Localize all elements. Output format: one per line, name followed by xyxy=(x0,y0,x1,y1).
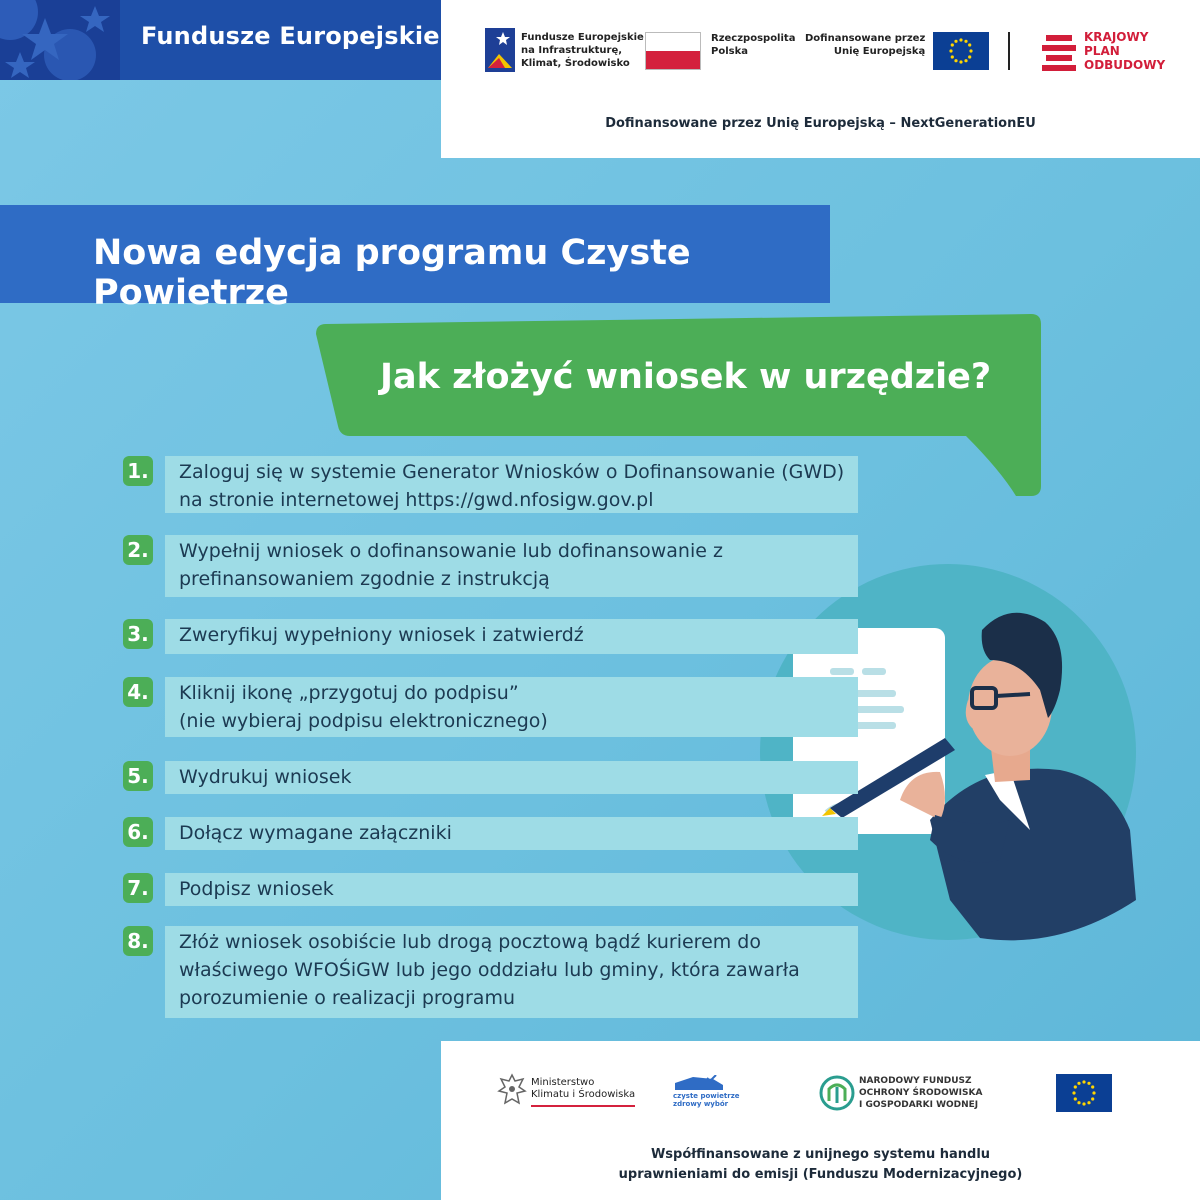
step-text xyxy=(179,928,846,1012)
step-2 xyxy=(123,535,858,597)
fe-infra-line-2: na Infrastrukturę, xyxy=(521,44,623,56)
cp-house-icon xyxy=(673,1075,725,1091)
step-text xyxy=(179,763,846,791)
step-line: (nie wybieraj podpisu elektronicznego) xyxy=(179,710,548,732)
step-line: Dołącz wymagane załączniki xyxy=(179,822,452,844)
step-number: 2. xyxy=(123,535,153,565)
cp-line-2: zdrowy wybór xyxy=(673,1100,729,1108)
eu-line-1: Dofinansowane przez xyxy=(805,33,926,44)
step-number: 5. xyxy=(123,761,153,791)
nfos-line-3: I GOSPODARKI WODNEJ xyxy=(859,1100,979,1110)
step-line: Kliknij ikonę „przygotuj do podpisu” xyxy=(179,682,519,704)
step-line: na stronie internetowej https://gwd.nfosigw.gov.pl xyxy=(179,489,654,511)
page-title: Nowa edycja programu Czyste Powietrze xyxy=(93,233,691,313)
step-line: Wypełnij wniosek o dofinansowanie lub dofinansowanie z xyxy=(179,540,723,562)
step-text xyxy=(179,875,846,903)
fe-infra-line-1: Fundusze Europejskie xyxy=(521,31,644,43)
step-6 xyxy=(123,817,858,850)
step-text xyxy=(179,679,846,735)
footer-tagline-line-2: uprawnieniami do emisji (Funduszu Modernizacyjnego) xyxy=(618,1167,1023,1182)
step-line: właściwego WFOŚiGW lub jego oddziału lub gminy, która zawarła xyxy=(179,959,800,981)
kpo-line-1: KRAJOWY xyxy=(1084,30,1149,44)
step-5 xyxy=(123,761,858,794)
mkis-line-1: Ministerstwo xyxy=(531,1077,595,1088)
step-number: 7. xyxy=(123,873,153,903)
step-3 xyxy=(123,619,858,654)
step-text xyxy=(179,621,846,649)
nfos-line-2: OCHRONY ŚRODOWISKA xyxy=(859,1088,983,1098)
mkis-underline xyxy=(531,1105,635,1107)
step-number: 8. xyxy=(123,926,153,956)
step-number: 4. xyxy=(123,677,153,707)
rp-line-1: Rzeczpospolita xyxy=(711,33,796,44)
step-line: porozumienie o realizacji programu xyxy=(179,987,515,1009)
bottom-logo-strip xyxy=(441,1041,1200,1200)
footer-tagline-line-1: Współfinansowane z unijnego systemu handlu xyxy=(650,1147,991,1162)
step-text xyxy=(179,819,846,847)
fe-title: Fundusze Europejskie xyxy=(141,22,440,50)
cp-line-1: czyste powietrze xyxy=(673,1092,740,1100)
logo-mkis xyxy=(497,1073,635,1111)
fe-infra-line-3: Klimat, Środowisko xyxy=(521,57,630,69)
step-line: Złóż wniosek osobiście lub drogą pocztową bądź kurierem do xyxy=(179,931,761,953)
logo-nfosigw xyxy=(819,1075,982,1111)
step-line: Zweryfikuj wypełniony wniosek i zatwierdź xyxy=(179,624,584,646)
header-tagline: Dofinansowane przez Unię Europejską – NextGenerationEU xyxy=(605,116,1036,131)
footer-tagline xyxy=(441,1145,1200,1185)
logo-czyste-powietrze xyxy=(673,1075,740,1108)
nfos-line-1: NARODOWY FUNDUSZ xyxy=(859,1076,972,1086)
kpo-line-2: PLAN xyxy=(1084,44,1120,58)
step-1 xyxy=(123,456,858,513)
eagle-emblem-icon xyxy=(497,1073,527,1111)
step-line: Zaloguj się w systemie Generator Wniosków o Dofinansowanie (GWD) xyxy=(179,461,845,483)
step-text xyxy=(179,537,846,593)
step-number: 1. xyxy=(123,456,153,486)
rp-line-2: Polska xyxy=(711,46,748,57)
eu-line-2: Unię Europejską xyxy=(833,46,926,57)
eu-flag-icon xyxy=(1056,1074,1112,1112)
bubble-title: Jak złożyć wniosek w urzędzie? xyxy=(380,357,992,397)
step-number: 3. xyxy=(123,619,153,649)
mkis-line-2: Klimatu i Środowiska xyxy=(531,1089,636,1100)
step-7 xyxy=(123,873,858,906)
step-number: 6. xyxy=(123,817,153,847)
nfos-logo-icon xyxy=(819,1075,855,1111)
step-text xyxy=(179,458,846,514)
kpo-line-3: ODBUDOWY xyxy=(1084,58,1166,72)
step-line: Podpisz wniosek xyxy=(179,878,334,900)
step-line: prefinansowaniem zgodnie z instrukcją xyxy=(179,568,550,590)
step-4 xyxy=(123,677,858,737)
logo-eu-flag-bottom xyxy=(1056,1074,1112,1112)
step-line: Wydrukuj wniosek xyxy=(179,766,352,788)
step-8 xyxy=(123,926,858,1018)
